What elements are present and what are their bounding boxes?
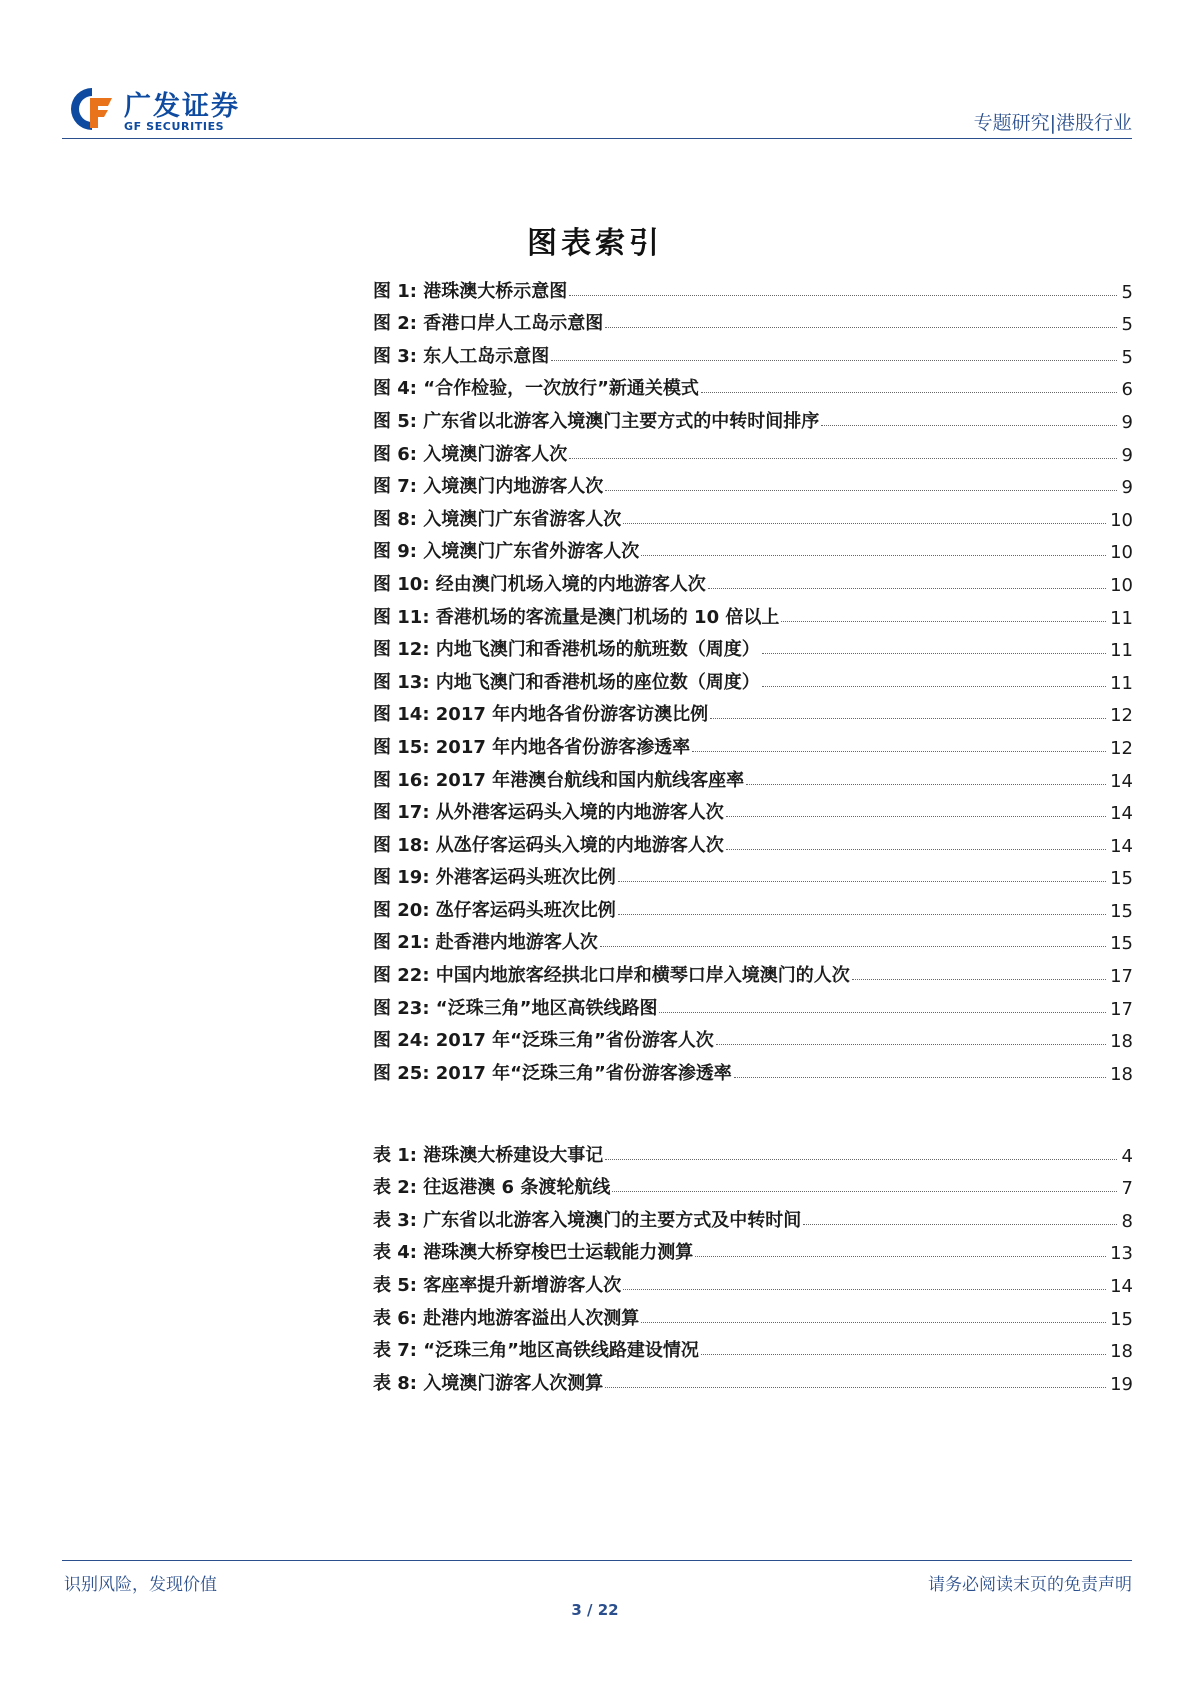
toc-entry-label: 图 8: 入境澳门广东省游客人次 [373, 508, 622, 530]
dot-leader [623, 1289, 1106, 1290]
toc-title: 图表索引 [527, 226, 663, 261]
dot-leader [701, 1354, 1106, 1355]
toc-entry-page: 5 [1121, 346, 1133, 368]
toc-entry[interactable] [373, 1199, 1133, 1232]
dot-leader [781, 621, 1106, 622]
dot-leader [852, 979, 1106, 980]
toc-entry-label: 图 3: 东人工岛示意图 [373, 345, 550, 367]
dot-leader [605, 1387, 1106, 1388]
toc-entry-page: 5 [1121, 314, 1133, 336]
dot-leader [605, 490, 1117, 491]
toc-entry[interactable] [373, 1134, 1133, 1167]
toc-entry-page: 18 [1110, 1341, 1133, 1363]
toc-entry[interactable] [373, 596, 1133, 629]
dot-leader [701, 392, 1117, 393]
dot-leader [612, 1191, 1117, 1192]
toc-entry-page: 14 [1110, 770, 1133, 792]
toc-entry-page: 15 [1110, 1308, 1133, 1330]
toc-entry-page: 17 [1110, 966, 1133, 988]
toc-entry-label: 表 3: 广东省以北游客入境澳门的主要方式及中转时间 [373, 1209, 802, 1231]
dot-leader [762, 653, 1106, 654]
toc-entry-page: 11 [1110, 640, 1133, 662]
toc-entry-page: 15 [1110, 933, 1133, 955]
toc-entry-label: 表 4: 港珠澳大桥穿梭巴士运载能力测算 [373, 1242, 694, 1264]
toc-entry[interactable] [373, 954, 1133, 987]
toc-entry-label: 图 5: 广东省以北游客入境澳门主要方式的中转时间排序 [373, 410, 820, 432]
toc-entry-label: 图 1: 港珠澳大桥示意图 [373, 280, 568, 302]
toc-entry-page: 18 [1110, 1031, 1133, 1053]
toc-entry[interactable] [373, 270, 1133, 303]
toc-entry[interactable] [373, 889, 1133, 922]
toc-entry[interactable] [373, 661, 1133, 694]
toc-entry-label: 图 17: 从外港客运码头入境的内地游客人次 [373, 802, 724, 824]
toc-entry[interactable] [373, 987, 1133, 1020]
toc-entry-label: 图 24: 2017 年“泛珠三角”省份游客人次 [373, 1030, 714, 1052]
dot-leader [803, 1224, 1117, 1225]
toc-entry-page: 10 [1110, 509, 1133, 531]
toc-entry[interactable] [373, 759, 1133, 792]
dot-leader [708, 588, 1106, 589]
toc-entry-page: 6 [1121, 379, 1133, 401]
toc-entry-label: 图 13: 内地飞澳门和香港机场的座位数（周度） [373, 671, 760, 693]
dot-leader [569, 295, 1117, 296]
toc-entry[interactable] [373, 1362, 1133, 1395]
toc-entry-page: 15 [1110, 868, 1133, 890]
toc-entry[interactable] [373, 1330, 1133, 1363]
toc-entry[interactable] [373, 531, 1133, 564]
toc-entry-label: 图 23: “泛珠三角”地区高铁线路图 [373, 997, 658, 1019]
page-header [62, 78, 1132, 138]
toc-entry[interactable] [373, 1167, 1133, 1200]
report-category: 专题研究|港股行业 [973, 112, 1132, 134]
toc-entry-page: 9 [1121, 477, 1133, 499]
toc-entry-page: 9 [1121, 411, 1133, 433]
toc-entry-label: 图 2: 香港口岸人工岛示意图 [373, 313, 604, 335]
toc-entry-label: 图 16: 2017 年港澳台航线和国内航线客座率 [373, 769, 745, 791]
toc-entry-label: 表 7: “泛珠三角”地区高铁线路建设情况 [373, 1340, 699, 1362]
toc-entry[interactable] [373, 792, 1133, 825]
page-number: 3 / 22 [571, 1601, 619, 1619]
toc-entry-label: 图 25: 2017 年“泛珠三角”省份游客渗透率 [373, 1062, 732, 1084]
table-index [373, 1134, 1133, 1395]
footer-divider [62, 1560, 1132, 1561]
toc-entry-label: 图 19: 外港客运码头班次比例 [373, 867, 616, 889]
dot-leader [623, 523, 1106, 524]
toc-entry[interactable] [373, 824, 1133, 857]
toc-entry-label: 图 15: 2017 年内地各省份游客渗透率 [373, 736, 691, 758]
toc-entry-page: 14 [1110, 835, 1133, 857]
dot-leader [605, 1159, 1117, 1160]
toc-entry[interactable] [373, 335, 1133, 368]
toc-entry-label: 图 10: 经由澳门机场入境的内地游客人次 [373, 573, 706, 595]
toc-entry-page: 5 [1121, 281, 1133, 303]
toc-entry-label: 表 1: 港珠澳大桥建设大事记 [373, 1144, 604, 1166]
toc-entry-page: 9 [1121, 444, 1133, 466]
gf-logo-icon [66, 84, 118, 134]
toc-entry[interactable] [373, 629, 1133, 662]
dot-leader [618, 914, 1106, 915]
logo-en-text: GF SECURITIES [124, 120, 225, 133]
toc-entry-page: 17 [1110, 998, 1133, 1020]
toc-entry[interactable] [373, 1232, 1133, 1265]
toc-entry-page: 11 [1110, 607, 1133, 629]
toc-entry-page: 13 [1110, 1243, 1133, 1265]
dot-leader [821, 425, 1117, 426]
toc-entry[interactable] [373, 1297, 1133, 1330]
dot-leader [605, 327, 1117, 328]
dot-leader [716, 1044, 1106, 1045]
dot-leader [734, 1077, 1106, 1078]
dot-leader [762, 686, 1106, 687]
dot-leader [710, 718, 1106, 719]
toc-entry-label: 图 11: 香港机场的客流量是澳门机场的 10 倍以上 [373, 606, 780, 628]
dot-leader [726, 816, 1106, 817]
dot-leader [641, 1322, 1106, 1323]
figure-index [373, 270, 1133, 1085]
toc-entry-page: 10 [1110, 574, 1133, 596]
toc-entry-label: 表 6: 赴港内地游客溢出人次测算 [373, 1307, 640, 1329]
toc-entry[interactable] [373, 466, 1133, 499]
toc-entry-page: 7 [1121, 1178, 1133, 1200]
dot-leader [618, 881, 1106, 882]
toc-entry-label: 图 4: “合作检验，一次放行”新通关模式 [373, 378, 699, 400]
toc-entry-page: 14 [1110, 1275, 1133, 1297]
toc-entry-page: 10 [1110, 542, 1133, 564]
toc-entry-label: 图 9: 入境澳门广东省外游客人次 [373, 541, 640, 563]
dot-leader [569, 458, 1117, 459]
toc-entry-page: 4 [1121, 1145, 1133, 1167]
toc-entry-label: 图 14: 2017 年内地各省份游客访澳比例 [373, 704, 709, 726]
footer-slogan: 识别风险，发现价值 [64, 1575, 217, 1595]
dot-leader [695, 1256, 1106, 1257]
dot-leader [659, 1012, 1106, 1013]
toc-entry[interactable] [373, 726, 1133, 759]
toc-entry-page: 14 [1110, 803, 1133, 825]
dot-leader [551, 360, 1117, 361]
toc-entry[interactable] [373, 922, 1133, 955]
toc-entry[interactable] [373, 694, 1133, 727]
dot-leader [600, 946, 1106, 947]
toc-entry-page: 8 [1121, 1210, 1133, 1232]
toc-entry-label: 图 18: 从氹仔客运码头入境的内地游客人次 [373, 834, 724, 856]
toc-entry-label: 表 2: 往返港澳 6 条渡轮航线 [373, 1177, 611, 1199]
logo-cn-text: 广发证券 [124, 91, 240, 122]
toc-entry-label: 表 5: 客座率提升新增游客人次 [373, 1274, 622, 1296]
toc-entry[interactable] [373, 368, 1133, 401]
toc-entry[interactable] [373, 1020, 1133, 1053]
toc-entry-page: 19 [1110, 1373, 1133, 1395]
toc-entry-label: 图 21: 赴香港内地游客人次 [373, 932, 598, 954]
toc-entry-page: 18 [1110, 1063, 1133, 1085]
toc-entry[interactable] [373, 303, 1133, 336]
toc-entry-label: 图 20: 氹仔客运码头班次比例 [373, 899, 616, 921]
dot-leader [692, 751, 1106, 752]
toc-entry[interactable] [373, 563, 1133, 596]
dot-leader [726, 849, 1106, 850]
toc-entry[interactable] [373, 857, 1133, 890]
toc-entry-label: 图 7: 入境澳门内地游客人次 [373, 476, 604, 498]
toc-entry-page: 11 [1110, 672, 1133, 694]
toc-entry-label: 表 8: 入境澳门游客人次测算 [373, 1372, 604, 1394]
toc-entry-label: 图 12: 内地飞澳门和香港机场的航班数（周度） [373, 639, 760, 661]
dot-leader [746, 784, 1106, 785]
toc-entry[interactable] [373, 433, 1133, 466]
toc-entry-page: 12 [1110, 705, 1133, 727]
toc-entry[interactable] [373, 1052, 1133, 1085]
toc-entry[interactable] [373, 1264, 1133, 1297]
dot-leader [641, 555, 1106, 556]
toc-entry-page: 15 [1110, 900, 1133, 922]
footer-disclaimer: 请务必阅读末页的免责声明 [928, 1575, 1132, 1595]
toc-entry-label: 图 22: 中国内地旅客经拱北口岸和横琴口岸入境澳门的人次 [373, 965, 850, 987]
toc-entry[interactable] [373, 498, 1133, 531]
company-logo [62, 78, 262, 138]
header-divider [62, 138, 1132, 139]
toc-entry-label: 图 6: 入境澳门游客人次 [373, 443, 568, 465]
toc-entry[interactable] [373, 400, 1133, 433]
toc-entry-page: 12 [1110, 737, 1133, 759]
